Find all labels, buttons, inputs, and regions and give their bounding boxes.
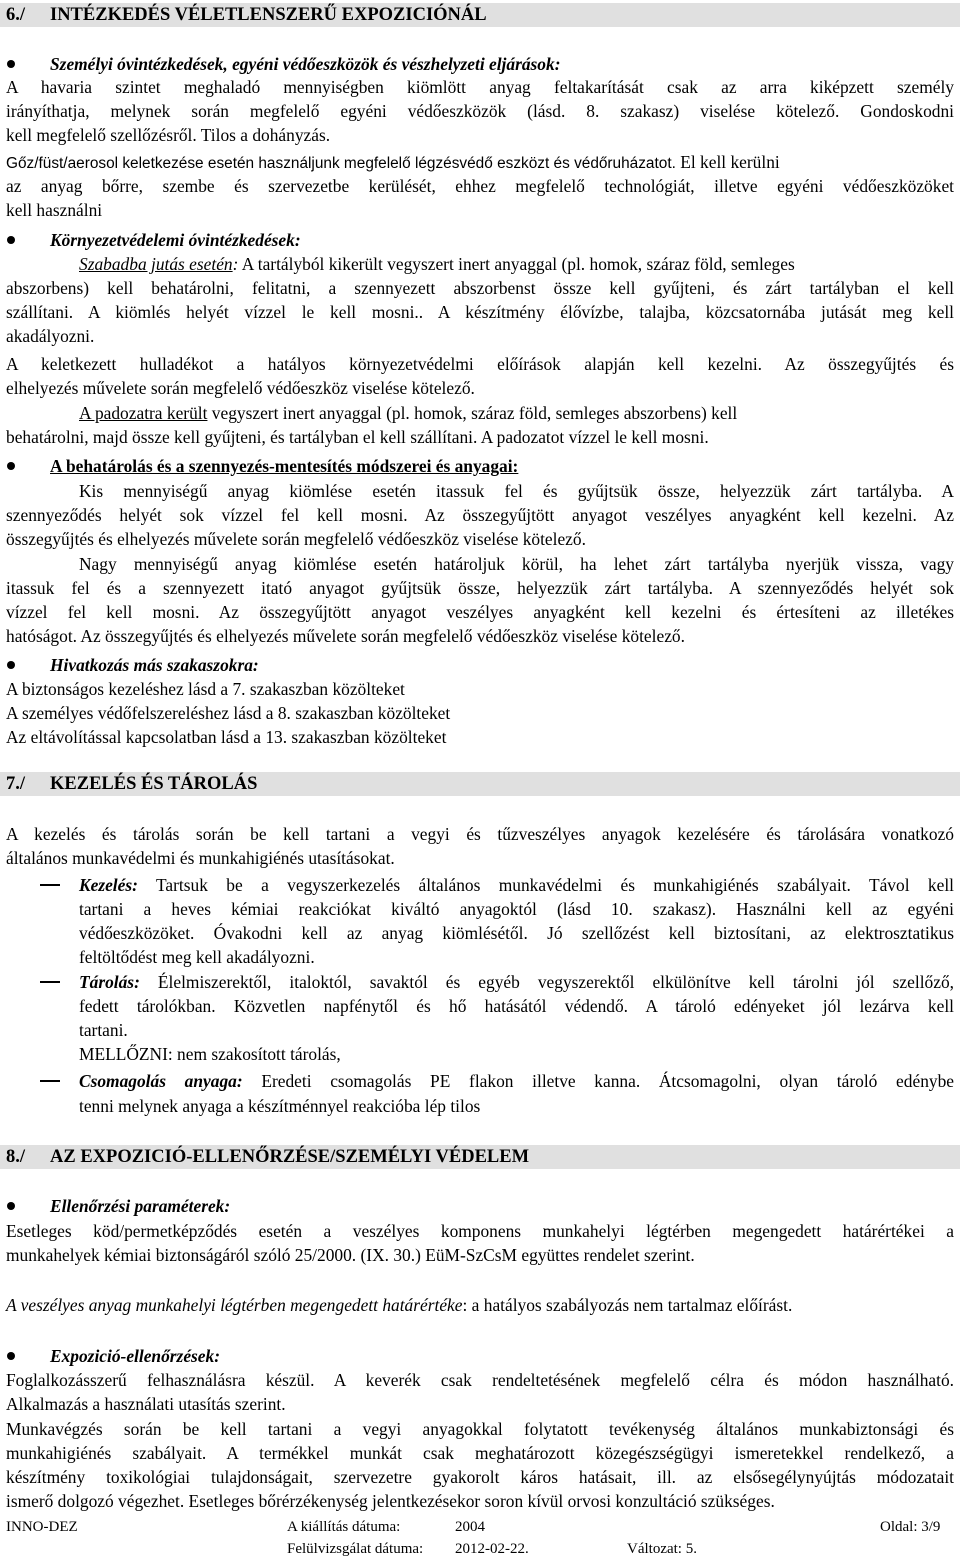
list-item-line: védőeszközöket. Óvakodni kell az anyag kiömlésétől. Jó szellőzést kell biztosítani, az elektrosztatikus — [79, 923, 954, 943]
paragraph-line: az anyag bőrre, szembe és szervezetbe kerülését, ehhez megfelelő technológiát, illetve egyéni védőeszközöket — [6, 176, 954, 196]
sans-text: Gőz/füst/aerosol keletkezése esetén használjunk megfelelő légzésvédő eszközt és védőruházatot. — [6, 155, 676, 172]
paragraph-line: Esetleges köd/permetképződés esetén a veszélyes komponens munkahelyi légtérben megengedett határértékei a — [6, 1221, 954, 1241]
paragraph-line: vízzel fel kell mosni. Az összegyűjtött anyagot veszélyes anyagként kell kezelni és értesíteni az illetékes — [6, 602, 954, 622]
paragraph-line: kell megfelelő szellőzésről. Tilos a dohányzás. — [6, 125, 331, 145]
subheading: Expozició-ellenőrzések: — [50, 1346, 221, 1366]
list-item-line: tartani a heves kémiai reakciókat kiváltó anyagoktól (lásd 10. szakasz). Használni kell az egyéni — [79, 899, 954, 919]
bullet-icon — [7, 661, 15, 669]
paragraph-line: akadályozni. — [6, 326, 95, 346]
footer-issue-value: 2004 — [455, 1519, 485, 1535]
inline-label: Kezelés: — [79, 875, 138, 895]
bullet-icon — [7, 60, 15, 68]
paragraph-line: hatóságot. Az összegyűjtés és elhelyezés művelete során megfelelő védőeszköz viselése kötelező. — [6, 626, 685, 646]
dash-bullet-icon — [40, 884, 60, 886]
inline-label: Szabadba jutás esetén — [79, 254, 233, 274]
paragraph-line: munkahelyek kémiai biztonságáról szóló 25/2000. (IX. 30.) EüM-SzCsM együttes rendelet szerint. — [6, 1245, 695, 1265]
footer-version: Változat: 5. — [627, 1541, 697, 1557]
paragraph-line: irányíthatja, melynek során megfelelő egyéni védőeszközök (lásd. 8. szakasz) viselése kötelező. Gondoskodni — [6, 101, 954, 121]
paragraph-line: A kezelés és tárolás során be kell tartani a vegyi és tűzveszélyes anyagok kezelésére és tárolására vonatkozó — [6, 824, 954, 844]
list-item-line: tartani. — [79, 1020, 128, 1040]
bullet-icon — [7, 1352, 15, 1360]
subheading: Környezetvédelemi óvintézkedések: — [50, 230, 301, 250]
paragraph-line: ismerő dolgozó végezhet. Esetleges bőrérzékenység jelentkezésekor soron kívül orvosi konzultáció szükséges. — [6, 1491, 775, 1511]
list-item-line: Csomagolás anyaga: Eredeti csomagolás PE flakon illetve kanna. Átcsomagolni, olyan tároló edénybe — [79, 1071, 954, 1091]
subheading: Ellenőrzési paraméterek: — [50, 1196, 231, 1216]
list-item-line: Tárolás: Élelmiszerektől, italoktól, savaktól és egyéb vegyszerektől elkülönítve kell tárolni jól szellőző, — [79, 972, 954, 992]
paragraph-line: Kis mennyiségű anyag kiömlése esetén itassuk fel és gyűjtsük össze, helyezzük zárt tartályba. A — [79, 481, 954, 501]
subheading: Hivatkozás más szakaszokra: — [50, 655, 259, 675]
footer-revision-label: Felülvizsgálat dátuma: — [287, 1541, 424, 1557]
paragraph-line: összegyűjtés és elhelyezés művelete során megfelelő védőeszköz viselése kötelező. — [6, 529, 586, 549]
paragraph-line: abszorbens) kell behatárolni, felitatni, a szennyezett abszorbenst össze kell gyűjteni, és zárt tartályban el kell — [6, 278, 954, 298]
paragraph-line: A keletkezett hulladékot a hatályos környezetvédelmi előírások alapján kell kezelni. Az összegyűjtés és — [6, 354, 954, 374]
paragraph-line: elhelyezés művelete során megfelelő védőeszköz viselése kötelező. — [6, 378, 475, 398]
paragraph-line: készítmény toxikológiai tulajdonságait, szervezetre gyakorolt káros hatásait, ill. az elsősegélynyújtás módozatait — [6, 1467, 954, 1487]
bullet-icon — [7, 462, 15, 470]
section-title: KEZELÉS ÉS TÁROLÁS — [50, 774, 258, 794]
footer-revision-value: 2012-02-22. — [455, 1541, 529, 1557]
dash-bullet-icon — [40, 981, 60, 983]
paragraph-line: itassuk fel és a szennyezett itató anyagot gyűjtsük össze, helyezzük zárt tartályba. A szennyeződés helyét sok — [6, 578, 954, 598]
footer-page-number: Oldal: 3/9 — [880, 1519, 941, 1535]
subheading: A behatárolás és a szennyezés-mentesítés módszerei és anyagai: — [50, 456, 519, 476]
paragraph-line: Munkavégzés során be kell tartani a vegyi anyagokkal folytatott tevékenység általános munkabiztonsági és — [6, 1419, 954, 1439]
inline-label: A padozatra került — [79, 403, 208, 423]
list-item-line: Kezelés: Tartsuk be a vegyszerkezelés általános munkavédelmi és munkahigiénés szabályait. Távol kell — [79, 875, 954, 895]
section-6-header — [0, 3, 960, 27]
paragraph-line: Szabadba jutás esetén: A tartályból kikerült vegyszert inert anyaggal (pl. homok, száraz föld, semleges — [79, 254, 795, 274]
footer-company: INNO-DEZ — [6, 1519, 78, 1535]
inline-label: A veszélyes anyag munkahelyi légtérben megengedett határértéke — [6, 1295, 463, 1315]
section-8-header — [0, 1145, 960, 1169]
paragraph-line: szállítani. A kiömlés helyét vízzel le kell mosni.. A készítmény élővízbe, talajba, közcsatornába jutását meg kell — [6, 302, 954, 322]
inline-label: Csomagolás anyaga: — [79, 1071, 243, 1091]
list-item-line: feltöltődést meg kell akadályozni. — [79, 947, 315, 967]
list-item-line: MELLŐZNI: nem szakosított tárolás, — [79, 1044, 341, 1064]
list-item-line: tenni melynek anyaga a készítménnyel reakcióba lép tilos — [79, 1096, 481, 1116]
subheading: Személyi óvintézkedések, egyéni védőeszközök és vészhelyzeti eljárások: — [50, 54, 561, 74]
section-number: 7./ — [6, 774, 26, 794]
paragraph-line: Nagy mennyiségű anyag kiömlése esetén határoljuk körül, ha lehet zárt tartályba nyerjük vissza, vagy — [79, 554, 954, 574]
paragraph-line: szennyeződés helyét sok vízzel fel kell mosni. Az összegyűjtött anyagot veszélyes anyagként kell kezelni. Az — [6, 505, 954, 525]
paragraph-line: Foglalkozásszerű felhasználásra készül. A keverék csak rendeltetésének megfelelő célra és módon használható. — [6, 1370, 954, 1390]
reference-line: A személyes védőfelszereléshez lásd a 8. szakaszban közölteket — [6, 703, 451, 723]
inline-label: Tárolás: — [79, 972, 140, 992]
reference-line: Az eltávolítással kapcsolatban lásd a 13. szakaszban közölteket — [6, 727, 447, 747]
reference-line: A biztonságos kezeléshez lásd a 7. szakaszban közölteket — [6, 679, 405, 699]
paragraph-line: A havaria szintet meghaladó mennyiségben kiömlött anyag feltakarítását csak az arra kiképzett személy — [6, 77, 954, 97]
section-title: INTÉZKEDÉS VÉLETLENSZERŰ EXPOZICIÓNÁL — [50, 5, 487, 25]
paragraph-line: munkahigiénés szabályait. A termékkel munkát csak meghatározott közegészségügyi ismeretekkel rendelkező, a — [6, 1443, 954, 1463]
paragraph-line: Alkalmazás a használati utasítás szerint. — [6, 1394, 286, 1414]
section-title: AZ EXPOZICIÓ-ELLENŐRZÉSE/SZEMÉLYI VÉDELEM — [50, 1147, 530, 1167]
list-item-line: fedett tárolókban. Közvetlen napfénytől és hő hatásától védendő. A tároló edényeket jól lezárva kell — [79, 996, 954, 1016]
bullet-icon — [7, 236, 15, 244]
paragraph-line: A padozatra került vegyszert inert anyaggal (pl. homok, száraz föld, semleges abszorbens) kell — [79, 403, 738, 423]
paragraph-line: Gőz/füst/aerosol keletkezése esetén használjunk megfelelő légzésvédő eszközt és védőruházatot. El kell kerülni — [6, 152, 780, 172]
paragraph-line: behatárolni, majd össze kell gyűjteni, és tartályban el kell szállítani. A padozatot vízzel le kell mosni. — [6, 427, 709, 447]
footer-issue-label: A kiállítás dátuma: — [287, 1519, 401, 1535]
dash-bullet-icon — [40, 1080, 60, 1082]
section-7-header — [0, 772, 960, 796]
bullet-icon — [7, 1202, 15, 1210]
paragraph-line: A veszélyes anyag munkahelyi légtérben megengedett határértéke: a hatályos szabályozás nem tartalmaz előírást. — [6, 1295, 793, 1315]
paragraph-line: kell használni — [6, 200, 103, 220]
paragraph-line: általános munkavédelmi és munkahigiénés utasításokat. — [6, 848, 395, 868]
section-number: 8./ — [6, 1147, 26, 1167]
section-number: 6./ — [6, 5, 26, 25]
